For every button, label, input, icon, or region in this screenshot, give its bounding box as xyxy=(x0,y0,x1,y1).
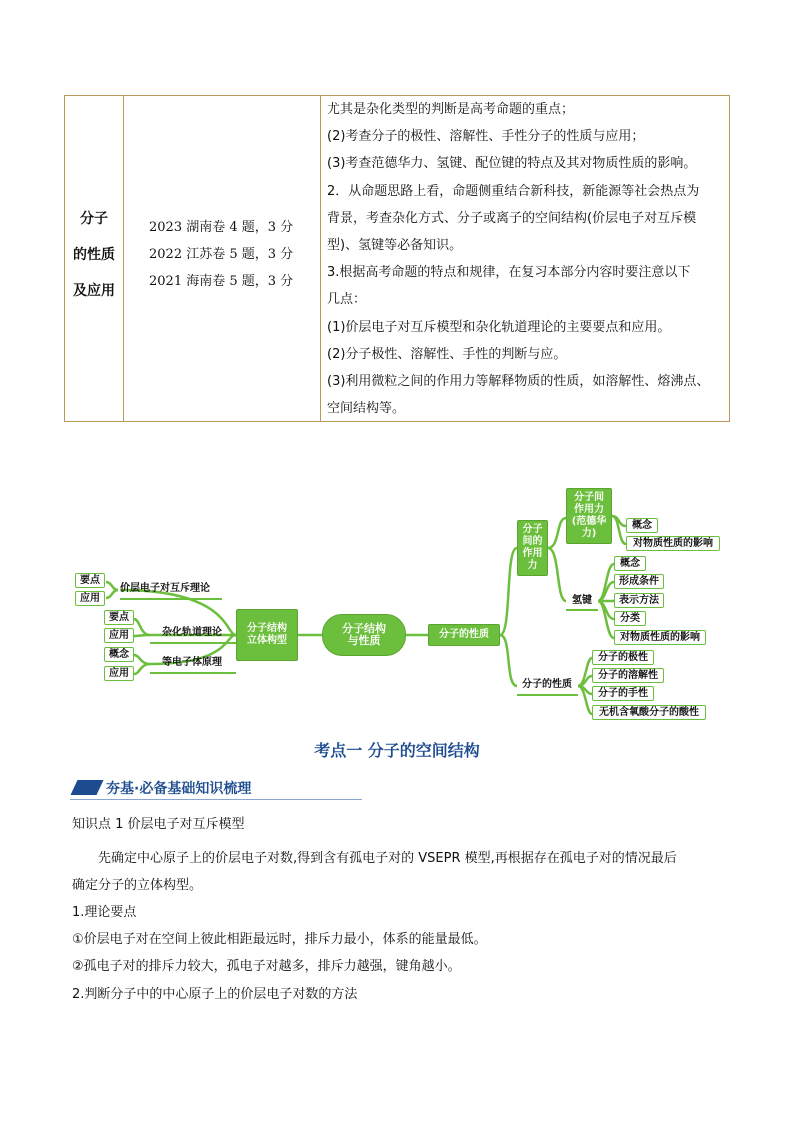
mindmap-leaf xyxy=(614,574,664,589)
exam-list xyxy=(149,214,293,295)
mindmap-left-main xyxy=(236,609,298,661)
center-label: 分子结构与性质 xyxy=(342,622,386,647)
analysis-line: 2．从命题思路上看，命题侧重结合新科技，新能源等社会热点为 xyxy=(327,183,700,199)
mindmap-branch-isoelectronic xyxy=(152,654,232,672)
mind-map xyxy=(0,478,794,728)
analysis-line: 背景，考查杂化方式、分子或离子的空间结构(价层电子对互斥模 xyxy=(327,210,697,226)
point-paragraph: ②孤电子对的排斥力较大，孤电子对越多，排斥力越强，键角越小。 xyxy=(72,959,461,974)
leaf-label: 应用 xyxy=(80,592,100,604)
leaf-label: 应用 xyxy=(109,667,129,679)
leaf-label: 概念 xyxy=(109,648,129,660)
analysis-line: (3)考查范德华力、氢键、配位键的特点及其对物质性质的影响。 xyxy=(327,156,697,172)
mindmap-intermolecular xyxy=(517,520,548,576)
analysis-line: 空间结构等。 xyxy=(327,401,406,417)
analysis-line: 型)、氢键等必备知识。 xyxy=(327,238,463,254)
exam-item: 2021 海南卷 5 题，3 分 xyxy=(149,274,294,289)
analysis-line: 3.根据高考命题的特点和规律，在复习本部分内容时要注意以下 xyxy=(327,265,691,281)
branch-label: 等电子体原理 xyxy=(162,657,222,668)
topic-line: 及应用 xyxy=(73,283,115,299)
mindmap-leaf xyxy=(592,686,654,701)
mind-map-connectors xyxy=(0,478,794,728)
intro-paragraph-line: 先确定中心原子上的价层电子对数,得到含有孤电子对的 VSEPR 模型,再根据存在孤电子对的情况最后 xyxy=(98,851,677,866)
topic-line: 分子 xyxy=(80,211,108,227)
analysis-cell xyxy=(327,96,727,422)
mindmap-leaf xyxy=(626,536,720,551)
intro-paragraph-line: 确定分子的立体构型。 xyxy=(72,878,203,893)
mindmap-leaf xyxy=(614,593,664,608)
branch-label: 价层电子对互斥理论 xyxy=(120,583,210,594)
left-main-label: 分子结构立体构型 xyxy=(247,623,287,646)
hbond-label: 氢键 xyxy=(572,595,592,606)
leaf-label: 要点 xyxy=(109,611,129,623)
analysis-line: 尤其是杂化类型的判断是高考命题的重点； xyxy=(327,102,575,117)
leaf-label: 对物质性质的影响 xyxy=(620,631,700,643)
leaf-label: 对物质性质的影响 xyxy=(633,537,713,549)
analysis-line: (2)考查分子的极性、溶解性、手性分子的性质与应用； xyxy=(327,129,645,145)
mindmap-leaf xyxy=(75,573,105,588)
band-marker-icon xyxy=(71,780,104,795)
props-label: 分子的性质 xyxy=(522,679,572,690)
leaf-label: 概念 xyxy=(620,557,640,569)
mindmap-leaf xyxy=(614,556,646,571)
analysis-line: (1)价层电子对互斥模型和杂化轨道理论的主要要点和应用。 xyxy=(327,319,671,335)
mindmap-props xyxy=(517,676,577,694)
exam-analysis-table xyxy=(64,95,730,422)
mindmap-leaf xyxy=(592,668,664,683)
mindmap-leaf xyxy=(104,647,134,662)
leaf-label: 表示方法 xyxy=(619,594,659,606)
intermolecular-label: 分子间的作用力 xyxy=(522,524,543,571)
mindmap-center-node xyxy=(322,614,406,656)
mindmap-right-main xyxy=(428,624,500,646)
right-main-label: 分子的性质 xyxy=(439,629,489,640)
mindmap-leaf xyxy=(614,630,706,645)
subheading: 1.理论要点 xyxy=(72,905,137,920)
point-paragraph: ①价层电子对在空间上彼此相距最远时，排斥力最小，体系的能量最低。 xyxy=(72,932,487,947)
leaf-label: 分子的溶解性 xyxy=(598,669,658,681)
mindmap-leaf xyxy=(104,666,134,681)
exam-item: 2023 湖南卷 4 题，3 分 xyxy=(149,220,294,235)
mindmap-branch-vsepr xyxy=(120,580,222,598)
band-label: 夯基·必备基础知识梳理 xyxy=(106,781,252,797)
mindmap-leaf xyxy=(592,705,706,720)
vdw-label: 分子间作用力(范德华力) xyxy=(571,492,607,539)
leaf-label: 概念 xyxy=(632,519,652,531)
leaf-label: 分子的手性 xyxy=(598,687,648,699)
mindmap-leaf xyxy=(614,611,646,626)
subheading: 2.判断分子中的中心原子上的价层电子对数的方法 xyxy=(72,987,358,1002)
analysis-line: 几点： xyxy=(327,292,367,308)
topic-line: 的性质 xyxy=(73,247,115,263)
mindmap-hbond xyxy=(566,592,598,610)
branch-label: 杂化轨道理论 xyxy=(162,627,222,638)
mindmap-vdw xyxy=(566,488,612,544)
leaf-label: 分类 xyxy=(620,612,640,624)
leaf-label: 无机含氧酸分子的酸性 xyxy=(599,706,699,718)
leaf-label: 应用 xyxy=(109,629,129,641)
analysis-line: (2)分子极性、溶解性、手性的判断与应。 xyxy=(327,346,567,362)
mindmap-leaf xyxy=(75,591,105,606)
leaf-label: 分子的极性 xyxy=(598,651,648,663)
exam-item: 2022 江苏卷 5 题，3 分 xyxy=(149,247,294,262)
knowledge-point-heading: 知识点 1 价层电子对互斥模型 xyxy=(72,817,245,832)
mindmap-branch-hybrid xyxy=(152,624,232,642)
section-title: 考点一 分子的空间结构 xyxy=(314,741,480,760)
analysis-line: (3)利用微粒之间的作用力等解释物质的性质，如溶解性、熔沸点、 xyxy=(327,374,710,390)
leaf-label: 形成条件 xyxy=(619,575,659,587)
mindmap-leaf xyxy=(592,650,654,665)
topic-cell xyxy=(65,201,123,309)
mindmap-leaf xyxy=(104,610,134,625)
mindmap-leaf xyxy=(626,518,658,533)
mindmap-leaf xyxy=(104,628,134,643)
section-band xyxy=(70,776,362,800)
leaf-label: 要点 xyxy=(80,574,100,586)
